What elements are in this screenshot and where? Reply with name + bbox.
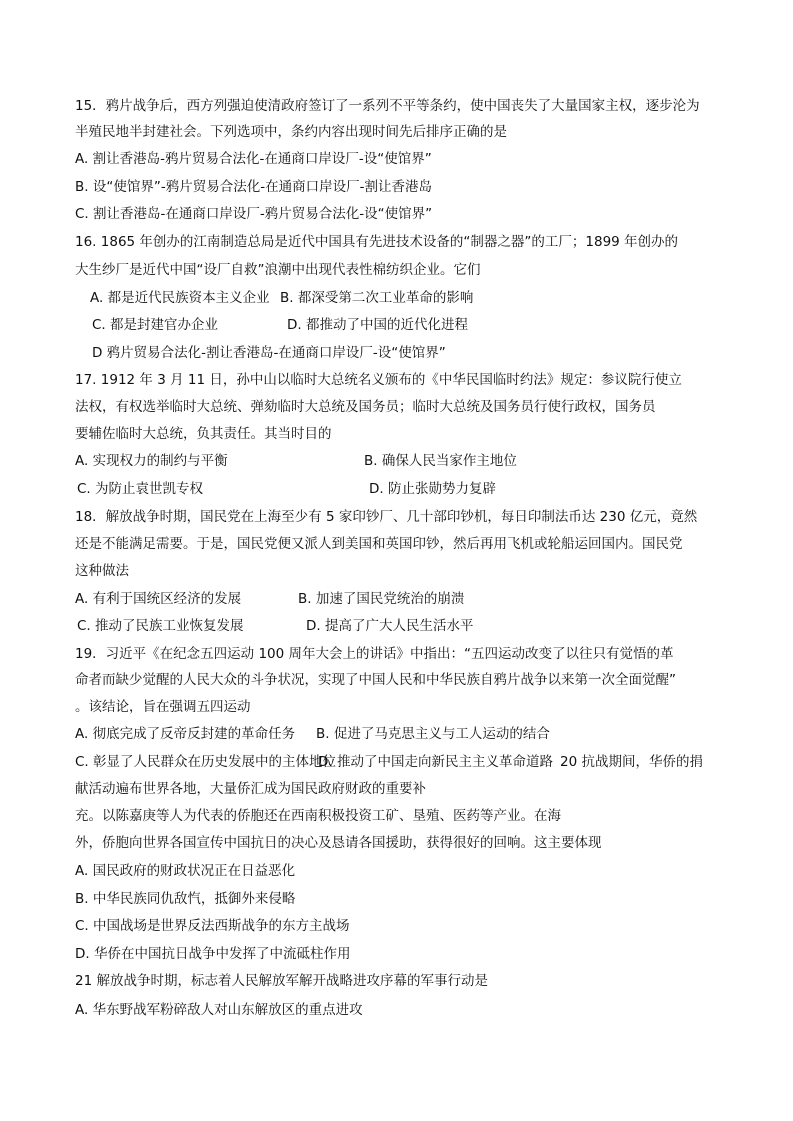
q19-option-a: A. 彻底完成了反帝反封建的革命任务 xyxy=(75,726,296,742)
q18-stem-line2: 还是不能满足需要。于是，国民党便又派人到美国和英国印钞，然后再用飞机或轮船运回国内。国民党 xyxy=(75,536,683,552)
q16-extra-line: D 鸦片贸易合法化-割让香港岛-在通商口岸设厂-设“使馆界” xyxy=(92,345,446,361)
q21-option-a: A. 华东野战军粉碎敌人对山东解放区的重点进攻 xyxy=(75,1002,363,1018)
q16-stem-line1: 16. 1865 年创办的江南制造总局是近代中国具有先进技术设备的“制器之器”的工厂；1899 年创办的 xyxy=(75,234,679,250)
q16-option-c: C. 都是封建官办企业 xyxy=(92,317,219,333)
q15-option-c: C. 割让香港岛-在通商口岸设厂-鸦片贸易合法化-设“使馆界” xyxy=(75,206,433,222)
q16-option-d: D. 都推动了中国的近代化进程 xyxy=(287,317,468,333)
q15-stem-line1: 15．鸦片战争后，西方列强迫使清政府签订了一系列不平等条约，使中国丧失了大量国家主权，逐步沦为 xyxy=(75,98,700,114)
q17-stem-line2: 法权，有权选举临时大总统、弹劾临时大总统及国务员；临时大总统及国务员行使行政权，国务员 xyxy=(75,399,656,415)
q19-stem-line1: 19．习近平《在纪念五四运动 100 周年大会上的讲话》中指出：“五四运动改变了以往只有觉悟的革 xyxy=(75,646,674,662)
q20-option-d: D. 华侨在中国抗日战争中发挥了中流砥柱作用 xyxy=(75,946,351,962)
q20-stem-line2: 献活动遍布世界各地，大量侨汇成为国民政府财政的重要补 xyxy=(75,781,426,797)
q15-option-a: A. 割让香港岛-鸦片贸易合法化-在通商口岸设厂-设“使馆界” xyxy=(75,151,432,167)
q17-option-d: D. 防止张勋势力复辟 xyxy=(369,481,496,497)
q18-option-b: B. 加速了国民党统治的崩溃 xyxy=(298,591,465,607)
q18-stem-line3: 这种做法 xyxy=(75,563,129,579)
q20-stem-line4: 外，侨胞向世界各国宣传中国抗日的决心及恳请各国援助，获得很好的回响。这主要体现 xyxy=(75,835,602,851)
q19-stem-line2: 命者而缺少觉醒的人民大众的斗争状况，实现了中国人民和中华民族自鸦片战争以来第一次全面觉醒” xyxy=(75,672,676,688)
q19-stem-line3: 。该结论，旨在强调五四运动 xyxy=(75,699,251,715)
q18-option-a: A. 有利于国统区经济的发展 xyxy=(75,591,242,607)
q17-stem-line3: 要辅佐临时大总统，负其责任。其当时目的 xyxy=(75,426,332,442)
q16-option-b: B. 都深受第二次工业革命的影响 xyxy=(280,290,474,306)
q20-option-a: A. 国民政府的财政状况正在日益恶化 xyxy=(75,863,296,879)
q15-option-b: B. 设“使馆界”-鸦片贸易合法化-在通商口岸设厂-割让香港岛 xyxy=(75,179,432,195)
q19-option-b: B. 促进了马克思主义与工人运动的结合 xyxy=(316,726,550,742)
q20-stem-line3: 充。以陈嘉庚等人为代表的侨胞还在西南积极投资工矿、垦殖、医药等产业。在海 xyxy=(75,808,561,824)
q15-stem-line2: 半殖民地半封建社会。下列选项中，条约内容出现时间先后排序正确的是 xyxy=(75,124,507,140)
q17-option-b: B. 确保人民当家作主地位 xyxy=(364,453,517,469)
q18-option-c: C. 推动了民族工业恢复发展 xyxy=(77,618,244,634)
q18-stem-line1: 18．解放战争时期，国民党在上海至少有 5 家印钞厂、几十部印钞机，每日印制法币达 230 亿元，竟然 xyxy=(75,509,698,525)
q20-option-c: C. 中国战场是世界反法西斯战争的东方主战场 xyxy=(75,918,350,934)
q18-option-d: D. 提高了广大人民生活水平 xyxy=(306,618,474,634)
q21-stem-line1: 21 解放战争时期，标志着人民解放军解开战略进攻序幕的军事行动是 xyxy=(75,973,488,989)
q17-option-a: A. 实现权力的制约与平衡 xyxy=(75,453,228,469)
q16-option-a: A. 都是近代民族资本主义企业 xyxy=(90,290,270,306)
q20-stem-line1: 20 抗战期间，华侨的捐 xyxy=(560,754,703,770)
q17-stem-line1: 17. 1912 年 3 月 11 日，孙中山以临时大总统名义颁布的《中华民国临时约法》规定：参议院行使立 xyxy=(75,372,682,388)
q16-stem-line2: 大生纱厂是近代中国“设厂自救”浪潮中出现代表性棉纺织企业。它们 xyxy=(75,262,481,278)
q17-option-c: C. 为防止袁世凯专权 xyxy=(77,481,204,497)
q19-option-d: D. 推动了中国走向新民主主义革命道路 xyxy=(318,754,553,770)
q19-option-c: C. 彰显了人民群众在历史发展中的主体地位 xyxy=(75,754,337,770)
q20-option-b: B. 中华民族同仇敌忾，抵御外来侵略 xyxy=(75,891,296,907)
